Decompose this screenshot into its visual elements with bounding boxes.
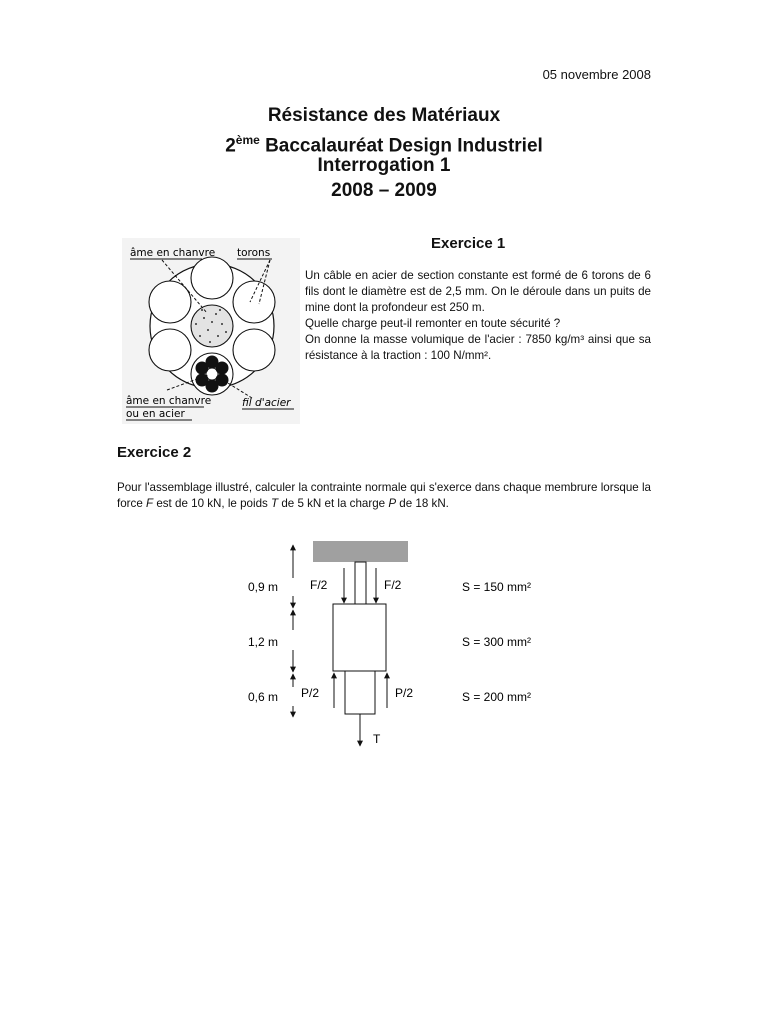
- support-ceiling: [313, 541, 408, 562]
- exercise1-paragraph: Un câble en acier de section constante est formé de 6 torons de 6 fils dont le diamètre est de 2,5 mm. On le déroule dans un puits de mine dont la profondeur est 250 m.: [305, 269, 651, 314]
- weight-label: T: [373, 732, 381, 746]
- force-f-right-label: F/2: [384, 578, 402, 592]
- cable-cross-section-figure: [122, 238, 300, 424]
- title-course-prefix: 2: [225, 135, 236, 157]
- title-course-rest: Baccalauréat Design Industriel: [259, 135, 543, 157]
- label-core-bottom-line1: âme en chanvre: [126, 395, 212, 407]
- exercise1-given: On donne la masse volumique de l'acier : 7850 kg/m³ ainsi que sa résistance à la traction : 100 N/mm².: [305, 333, 651, 362]
- title-subject: Résistance des Matériaux: [267, 105, 501, 126]
- title-year: 2008 – 2009: [331, 180, 437, 201]
- steel-strand-detail: [191, 353, 233, 395]
- strand-bottom-right: [233, 329, 275, 371]
- member-middle: [333, 604, 386, 671]
- title-course-sup: ème: [235, 133, 260, 147]
- document-date: 05 novembre 2008: [542, 67, 651, 82]
- exercise1-text: [305, 268, 651, 364]
- strand-top: [191, 257, 233, 299]
- hemp-core: [191, 305, 233, 347]
- var-p: P: [388, 497, 397, 510]
- section-middle: S = 300 mm²: [462, 635, 532, 649]
- title-exam: Interrogation 1: [317, 155, 451, 176]
- force-p-left-label: P/2: [301, 686, 320, 700]
- exercise2-text-a: Pour l'assemblage illustré, calculer la contrainte normale qui s'exerce dans chaque membrure lorsque la force: [117, 481, 651, 510]
- dimension-top: 0,9 m: [248, 580, 279, 594]
- member-top: [355, 562, 366, 604]
- exercise1-heading: Exercice 1: [431, 235, 506, 252]
- member-bottom: [345, 671, 375, 714]
- assembly-diagram: [0, 530, 768, 760]
- exercise2-heading: Exercice 2: [117, 444, 192, 461]
- strand-bottom-left: [149, 329, 191, 371]
- strand-top-right: [233, 281, 275, 323]
- section-bottom: S = 200 mm²: [462, 690, 532, 704]
- exercise2-text-b: est de 10 kN, le poids: [153, 497, 272, 510]
- section-top: S = 150 mm²: [462, 580, 532, 594]
- force-f-left-label: F/2: [310, 578, 328, 592]
- label-core-top: âme en chanvre: [130, 247, 216, 259]
- var-f: F: [146, 497, 154, 510]
- exercise2-text-c: de 5 kN et la charge: [278, 497, 389, 510]
- label-steel-wire: fil d'acier: [242, 397, 291, 409]
- exercise1-question: Quelle charge peut-il remonter en toute sécurité ?: [305, 317, 561, 330]
- label-strands: torons: [237, 247, 271, 259]
- dimension-middle: 1,2 m: [248, 635, 279, 649]
- label-core-bottom-line2: ou en acier: [126, 408, 185, 420]
- exercise2-text-d: de 18 kN.: [396, 497, 449, 510]
- var-t: T: [271, 497, 279, 510]
- dimension-bottom: 0,6 m: [248, 690, 279, 704]
- force-p-right-label: P/2: [395, 686, 414, 700]
- exercise2-text: [117, 480, 651, 512]
